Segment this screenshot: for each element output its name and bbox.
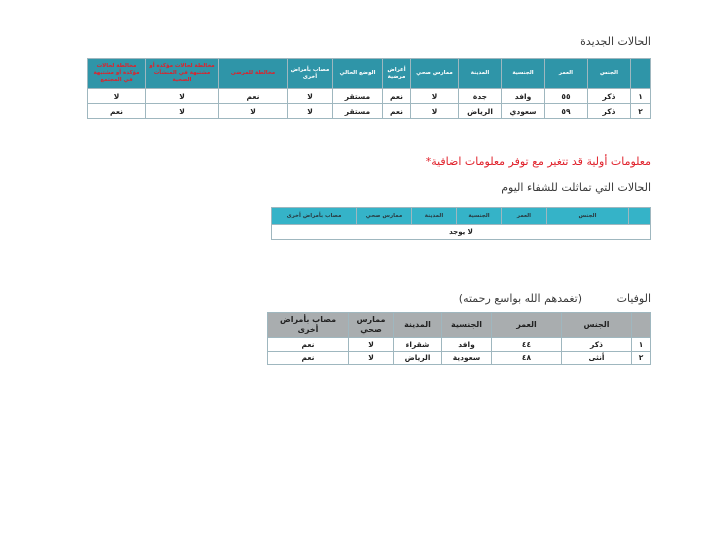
table-cell: لا [349, 338, 394, 352]
recovered-title: الحالات التي تماثلت للشفاء اليوم [501, 181, 651, 194]
column-header: المدينة [459, 59, 502, 89]
table-cell: ذكر [588, 89, 631, 104]
table-cell: لا [411, 104, 459, 119]
table-cell: لا [146, 104, 219, 119]
column-header: مصاب بأمراض أخرى [288, 59, 333, 89]
table-cell: لا [146, 89, 219, 104]
recovered-empty-cell: لا يوجد [272, 225, 651, 240]
column-header: مخالطة لحالات مؤكدة أو مشتبهة في المجتمع [88, 59, 146, 89]
column-header: المدينة [412, 208, 457, 225]
column-header [631, 59, 651, 89]
column-header: أعراض مرضية [383, 59, 411, 89]
deaths-body [268, 338, 651, 365]
new-cases-title: الحالات الجديدة [580, 35, 651, 48]
table-cell: نعم [219, 89, 288, 104]
new-cases-table [87, 58, 651, 119]
column-header: مخالطة لحالات مؤكدة أو مشتبهة في المنشآت الصحية [146, 59, 219, 89]
table-cell: لا [288, 89, 333, 104]
table-cell: نعم [88, 104, 146, 119]
table-cell: ٥٩ [545, 104, 588, 119]
column-header: ممارس صحي [411, 59, 459, 89]
column-header: المدينة [394, 313, 442, 338]
deaths-subtitle: (تغمدهم الله بواسع رحمته) [458, 292, 582, 305]
table-cell: جدة [459, 89, 502, 104]
table-cell: ١ [631, 89, 651, 104]
column-header: العمر [502, 208, 547, 225]
table-cell: الرياض [394, 351, 442, 365]
table-cell: مستقر [333, 104, 383, 119]
new-cases-header-row [88, 59, 651, 89]
deaths-title: الوفيات [616, 292, 651, 305]
preliminary-note: معلومات أولية قد تتغير مع توفر معلومات اضافية* [425, 155, 651, 168]
column-header: الجنسية [442, 313, 492, 338]
table-cell: نعم [383, 104, 411, 119]
table-cell: لا [288, 104, 333, 119]
table-cell: سعودي [502, 104, 545, 119]
table-cell: شقراء [394, 338, 442, 352]
table-cell: ذكر [588, 104, 631, 119]
column-header: ممارس صحي [349, 313, 394, 338]
table-row [268, 338, 651, 352]
column-header: مصاب بأمراض أخرى [268, 313, 349, 338]
table-row [272, 225, 651, 240]
table-cell: ١ [632, 338, 651, 352]
table-cell: لا [349, 351, 394, 365]
column-header: الجنسية [502, 59, 545, 89]
table-cell: ٤٨ [492, 351, 562, 365]
table-cell: وافد [442, 338, 492, 352]
table-cell: لا [411, 89, 459, 104]
table-cell: الرياض [459, 104, 502, 119]
table-cell: ٥٥ [545, 89, 588, 104]
column-header: العمر [545, 59, 588, 89]
table-cell: لا [88, 89, 146, 104]
new-cases-body [88, 89, 651, 119]
deaths-table [267, 312, 651, 365]
table-cell: نعم [268, 338, 349, 352]
column-header: مخالطة للمرضى [219, 59, 288, 89]
table-cell: ٤٤ [492, 338, 562, 352]
column-header: العمر [492, 313, 562, 338]
table-cell: سعودية [442, 351, 492, 365]
recovered-header-row [272, 208, 651, 225]
column-header: الجنسية [457, 208, 502, 225]
column-header: ممارس صحي [357, 208, 412, 225]
column-header: الجنس [547, 208, 629, 225]
table-cell: نعم [268, 351, 349, 365]
column-header: الوضع الحالي [333, 59, 383, 89]
table-row [88, 104, 651, 119]
table-cell: ٢ [631, 104, 651, 119]
table-cell: وافد [502, 89, 545, 104]
table-cell: أنثى [562, 351, 632, 365]
deaths-header-row [268, 313, 651, 338]
table-cell: ٢ [632, 351, 651, 365]
table-cell: ذكر [562, 338, 632, 352]
column-header [629, 208, 651, 225]
column-header [632, 313, 651, 338]
table-row [268, 351, 651, 365]
table-cell: لا [219, 104, 288, 119]
recovered-table [271, 207, 651, 240]
column-header: مصاب بأمراض أخرى [272, 208, 357, 225]
table-cell: مستقر [333, 89, 383, 104]
column-header: الجنس [588, 59, 631, 89]
table-row [88, 89, 651, 104]
column-header: الجنس [562, 313, 632, 338]
table-cell: نعم [383, 89, 411, 104]
